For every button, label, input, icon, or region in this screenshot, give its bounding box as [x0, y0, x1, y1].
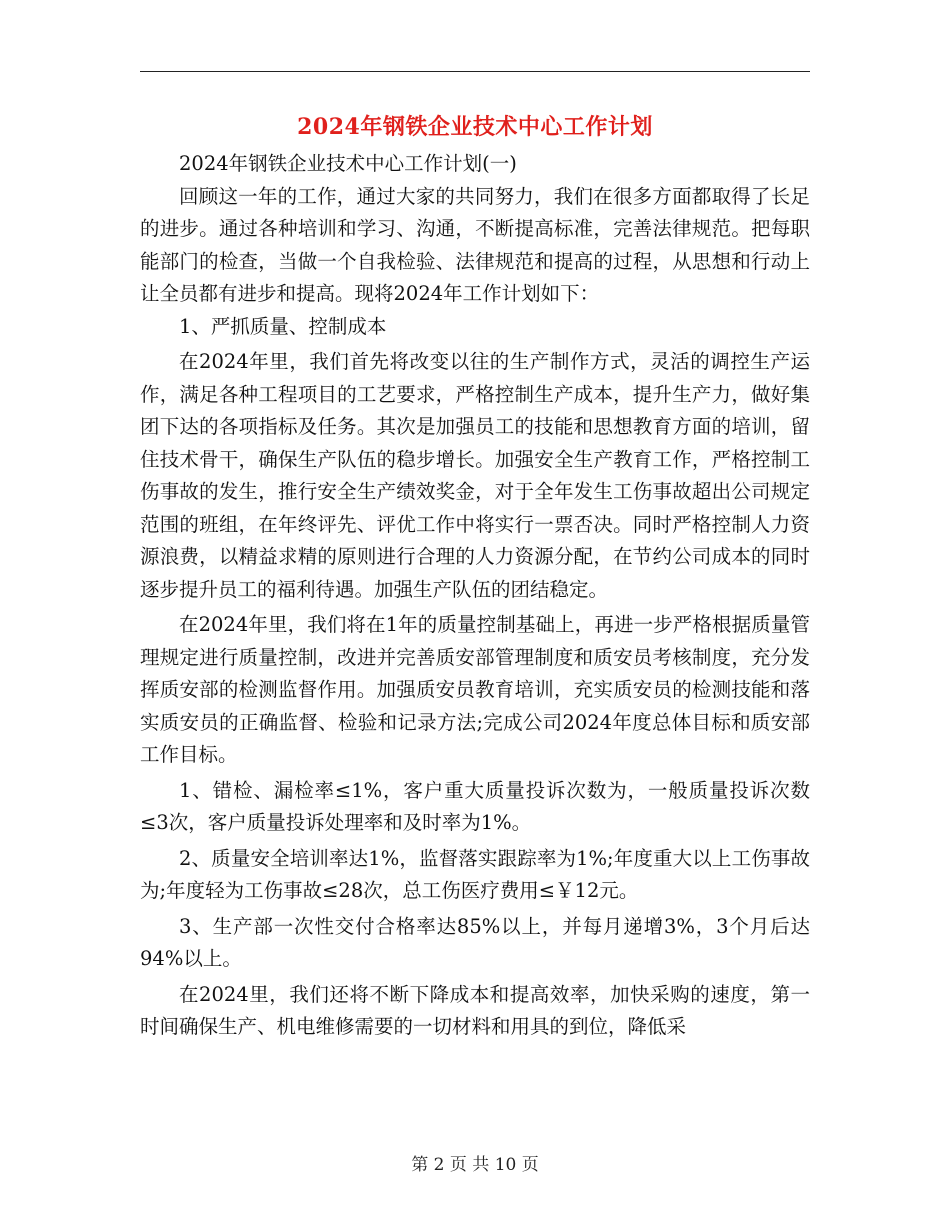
page-number: 第 2 页 共 10 页	[411, 1155, 539, 1175]
document-title: 2024年钢铁企业技术中心工作计划	[297, 114, 653, 140]
body-paragraph: 在2024年里，我们首先将改变以往的生产制作方式，灵活的调控生产运作，满足各种工程项目的工艺要求，严格控制生产成本，提升生产力，做好集团下达的各项指标及任务。其次是加强员工的技能和思想教育方面的培训，留住技术骨干，确保生产队伍的稳步增长。加强安全生产教育工作，严格控制工伤事故的发生，推行安全生产绩效奖金，对于全年发生工伤事故超出公司规定范围的班组，在年终评先、评优工作中将实行一票否决。同时严格控制人力资源浪费，以精益求精的原则进行合理的人力资源分配，在节约公司成本的同时逐步提升员工的福利待遇。加强生产队伍的团结稳定。	[140, 350, 810, 601]
body-paragraph: 回顾这一年的工作，通过大家的共同努力，我们在很多方面都取得了长足的进步。通过各种培训和学习、沟通，不断提高标准，完善法律规范。把每职能部门的检查，当做一个自我检验、法律规范和提高的过程，从思想和行动上让全员都有进步和提高。现将2024年工作计划如下：	[140, 184, 810, 305]
list-item: 2、质量安全培训率达1%，监督落实跟踪率为1%;年度重大以上工伤事故为;年度轻为工伤事故≤28次，总工伤医疗费用≤￥12元。	[140, 846, 810, 902]
list-item: 1、错检、漏检率≤1%，客户重大质量投诉次数为，一般质量投诉次数≤3次，客户质量投诉处理率和及时率为1%。	[140, 778, 810, 834]
document-body	[140, 148, 810, 1044]
header-rule	[140, 71, 810, 72]
section-heading: 1、严抓质量、控制成本	[179, 314, 387, 338]
list-item: 3、生产部一次性交付合格率达85%以上，并每月递增3%，3个月后达94%以上。	[140, 914, 810, 970]
body-paragraph: 在2024年里，我们将在1年的质量控制基础上，再进一步严格根据质量管理规定进行质量控制，改进并完善质安部管理制度和质安员考核制度，充分发挥质安部的检测监督作用。加强质安员教育培训，充实质安员的检测技能和落实质安员的正确监督、检验和记录方法;完成公司2024年度总体目标和质安部工作目标。	[140, 613, 810, 766]
subtitle-paragraph: 2024年钢铁企业技术中心工作计划(一)	[179, 152, 517, 175]
body-paragraph: 在2024里，我们还将不断下降成本和提高效率，加快采购的速度，第一时间确保生产、机电维修需要的一切材料和用具的到位，降低采	[140, 982, 810, 1038]
